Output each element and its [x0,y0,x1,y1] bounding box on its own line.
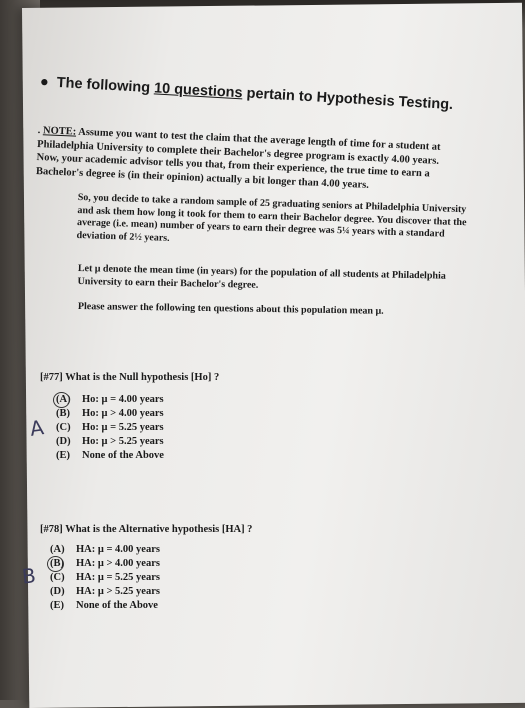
sample-paragraph: So, you decide to take a random sample of 25 graduating seniors at Philadelphia University and ask them how long it took for them to earn their Bachelor degree. You discover that the average (i.e. mean) number of years to earn their degree was 5¼ years with a standard deviation of 2½ years. [76,192,467,244]
note-label: NOTE: [42,125,77,138]
question-77-options [56,393,164,463]
note-text: Assume you want to test the claim that the average length of time for a student at Philadelphia University to complete their Bachelor's degree program is exactly 4.00 years. Now, your academic advisor tells you that, from their experience, the true time to earn a Bachelor's degree is (in their opinion) actually a bit longer than 4.00 years. [35,126,441,191]
heading-text-1: The following [56,74,155,97]
question-77 [40,372,219,383]
mu-definition-paragraph: Let μ denote the mean time (in years) for the population of all students at Philadelphia University to earn their Bachelor's degree. [77,263,446,291]
instruction-paragraph: Please answer the following ten questions about this population mean μ. [77,301,384,317]
option-e: (E) None of the Above [56,450,164,461]
question-prompt: What is the Null hypothesis [Ho] ? [65,372,220,383]
handwritten-answer: A [28,415,46,441]
option-d: (D) Ho: μ > 5.25 years [56,436,164,447]
bullet-icon: ● [39,74,50,91]
heading-text-2: pertain to Hypothesis Testing. [242,85,454,114]
circle-mark-icon [53,392,70,408]
question-number: [#77] [40,372,63,383]
question-number: [#78] [40,524,63,535]
option-c: (C) HA: μ = 5.25 years [50,572,160,583]
option-b: (B) Ho: μ > 4.00 years [56,408,164,419]
option-b: (B) HA: μ > 4.00 years [50,557,160,571]
note-bullet: . [37,124,41,137]
heading-underlined: 10 questions [153,80,244,102]
section-heading [40,74,454,113]
option-a: (A) Ho: μ = 4.00 years [56,393,164,407]
handwritten-answer: B [20,563,37,589]
option-d: (D) HA: μ > 5.25 years [50,586,160,597]
option-e: (E) None of the Above [50,600,158,611]
note-paragraph [36,124,458,196]
circle-mark-icon [47,556,64,572]
question-78-options [50,543,160,613]
option-c: (C) Ho: μ = 5.25 years [56,422,164,433]
question-78 [40,524,252,535]
option-a: (A) HA: μ = 4.00 years [50,544,160,555]
question-prompt: What is the Alternative hypothesis [HA] ? [65,524,253,535]
